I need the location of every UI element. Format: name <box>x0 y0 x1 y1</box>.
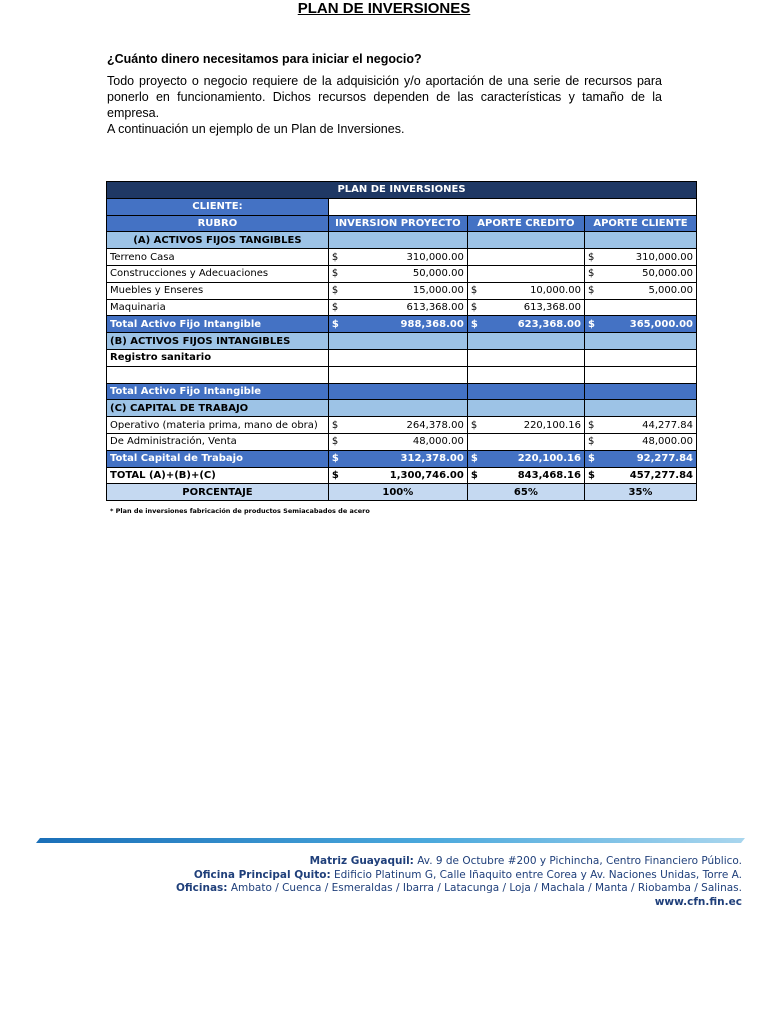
cell-value: 48,000.00 <box>642 436 693 448</box>
cell-value: 10,000.00 <box>530 285 581 297</box>
col-cliente: APORTE CLIENTE <box>584 215 696 232</box>
cell-value: 988,368.00 <box>400 318 464 330</box>
section-a-label: (A) ACTIVOS FIJOS TANGIBLES <box>107 232 329 249</box>
cell-value: 623,368.00 <box>517 318 581 330</box>
question-heading: ¿Cuánto dinero necesitamos para iniciar el negocio? <box>107 52 422 66</box>
table-row <box>107 349 697 366</box>
cell-value: 613,368.00 <box>523 301 581 313</box>
table-footnote: * Plan de inversiones fabricación de productos Semiacabados de acero <box>110 507 370 515</box>
table-header-row <box>107 182 697 199</box>
row-label: Operativo (materia prima, mano de obra) <box>107 417 329 434</box>
section-row <box>107 333 697 350</box>
cell-value: 35% <box>584 484 696 501</box>
cell-value: 1,300,746.00 <box>389 469 464 481</box>
cell-value: 220,100.16 <box>517 453 581 465</box>
cell-value: 264,378.00 <box>406 419 464 431</box>
section-row <box>107 232 697 249</box>
row-label: Total Activo Fijo Intangible <box>107 383 329 400</box>
total-row: Total Capital de Trabajo $ 312,378.00 $ 220,100.16 $ 92,277.84 <box>107 450 697 467</box>
cell-value: 48,000.00 <box>412 436 464 448</box>
cell-value: 50,000.00 <box>412 268 464 280</box>
paragraph-1: Todo proyecto o negocio requiere de la adquisición y/o aportación de una serie de recursos para ponerlo en funcionamiento. Dichos recursos dependen de las características y tamaño de la empresa. <box>107 74 662 120</box>
table-row: Construcciones y Adecuaciones $ 50,000.00 $ 50,000.00 <box>107 265 697 282</box>
row-label: Muebles y Enseres <box>107 282 329 299</box>
cell-value: 44,277.84 <box>642 419 693 431</box>
footer-website-link[interactable]: www.cfn.fin.ec <box>654 895 742 908</box>
row-label: TOTAL (A)+(B)+(C) <box>107 467 329 484</box>
footer-quito: Oficina Principal Quito: Edificio Platinum G, Calle Iñaquito entre Corea y Av. Naciones Unidas, Torre A. <box>193 868 742 881</box>
section-c-label: (C) CAPITAL DE TRABAJO <box>107 400 329 417</box>
percent-row <box>107 484 697 501</box>
row-label: PORCENTAJE <box>107 484 329 501</box>
table-row <box>107 366 697 383</box>
cell-value: 613,368.00 <box>406 301 464 313</box>
footer-oficinas: Oficinas: Ambato / Cuenca / Esmeraldas / Ibarra / Latacunga / Loja / Machala / Manta / Riobamba / Salinas. <box>175 882 742 894</box>
intro-paragraph <box>107 73 662 137</box>
col-rubro: RUBRO <box>107 215 329 232</box>
cell-value: 92,277.84 <box>636 453 693 465</box>
row-label: Total Capital de Trabajo <box>107 450 329 467</box>
page-title: PLAN DE INVERSIONES <box>297 0 471 17</box>
section-row <box>107 400 697 417</box>
col-credito: APORTE CREDITO <box>467 215 584 232</box>
table-row: Muebles y Enseres $ 15,000.00 $ 10,000.00 $ 5,000.00 <box>107 282 697 299</box>
cliente-row <box>107 198 697 215</box>
cell-value: 220,100.16 <box>523 419 581 431</box>
cell-value: 100% <box>328 484 467 501</box>
cell-value: 65% <box>467 484 584 501</box>
table-row: Maquinaria $ 613,368.00 $ 613,368.00 <box>107 299 697 316</box>
col-inversion: INVERSION PROYECTO <box>328 215 467 232</box>
total-row: Total Activo Fijo Intangible $ 988,368.00 $ 623,368.00 $ 365,000.00 <box>107 316 697 333</box>
row-label: Registro sanitario <box>107 349 329 366</box>
row-label: De Administración, Venta <box>107 433 329 450</box>
grand-total-row: TOTAL (A)+(B)+(C) $ 1,300,746.00 $ 843,468.16 $ 457,277.84 <box>107 467 697 484</box>
cell-value: 5,000.00 <box>648 285 693 297</box>
table-row: Operativo (materia prima, mano de obra) $ 264,378.00 $ 220,100.16 $ 44,277.84 <box>107 417 697 434</box>
cell-value: 50,000.00 <box>642 268 693 280</box>
total-row <box>107 383 697 400</box>
footer-address <box>176 855 742 909</box>
row-label: Terreno Casa <box>107 249 329 266</box>
table-title: PLAN DE INVERSIONES <box>107 182 697 199</box>
cell-value: 843,468.16 <box>517 469 581 481</box>
footer-stripe <box>0 836 768 848</box>
cliente-label: CLIENTE: <box>107 198 329 215</box>
column-header-row <box>107 215 697 232</box>
investment-table <box>106 181 697 501</box>
row-label: Maquinaria <box>107 299 329 316</box>
cell-value: 310,000.00 <box>635 251 693 263</box>
section-b-label: (B) ACTIVOS FIJOS INTANGIBLES <box>107 333 329 350</box>
table-row: Terreno Casa $ 310,000.00 $ 310,000.00 <box>107 249 697 266</box>
footer-matriz: Matriz Guayaquil: Av. 9 de Octubre #200 y Pichincha, Centro Financiero Público. <box>309 855 742 867</box>
cliente-value <box>328 198 696 215</box>
cell-value: 457,277.84 <box>629 469 693 481</box>
row-label: Total Activo Fijo Intangible <box>107 316 329 333</box>
cell-value: 15,000.00 <box>412 285 464 297</box>
row-label: Construcciones y Adecuaciones <box>107 265 329 282</box>
cell-value: 310,000.00 <box>406 251 464 263</box>
table-row: De Administración, Venta $ 48,000.00 $ 48,000.00 <box>107 433 697 450</box>
paragraph-2: A continuación un ejemplo de un Plan de Inversiones. <box>107 122 405 136</box>
cell-value: 312,378.00 <box>400 453 464 465</box>
cell-value: 365,000.00 <box>629 318 693 330</box>
